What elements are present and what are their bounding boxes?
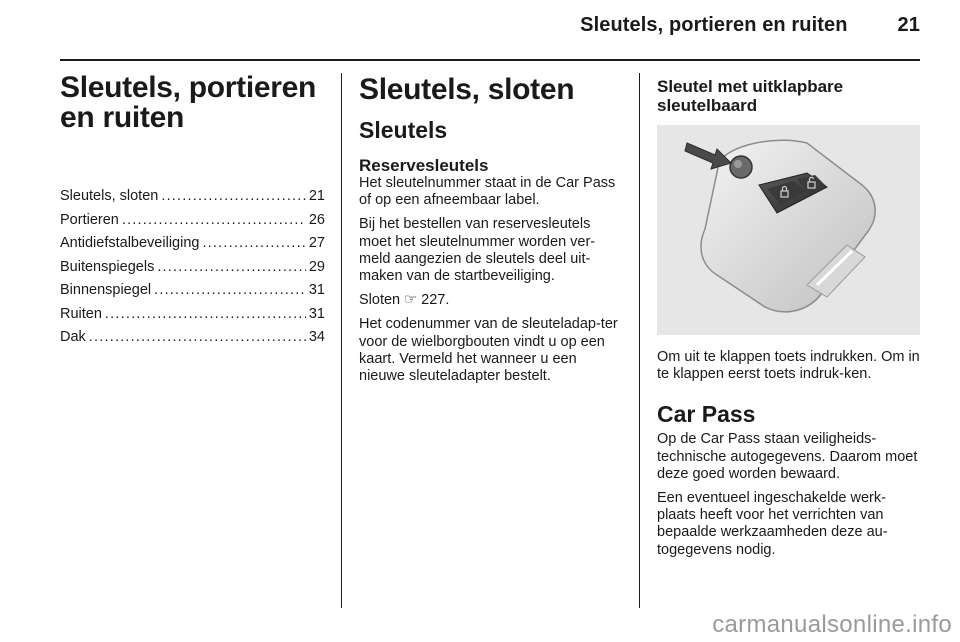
paragraph: Bij het bestellen van reservesleutels moet het sleutelnummer worden ver-meld aangezien de sleutels deel uit-maken van de startbeveiliging. <box>359 216 596 285</box>
toc-entry[interactable] <box>60 185 325 209</box>
toc-entry[interactable] <box>60 303 325 327</box>
page-number: 21 <box>897 14 920 36</box>
toc-entry-label: Buitenspiegels <box>60 258 155 275</box>
toc-entry[interactable] <box>60 232 325 256</box>
toc-entry-page: 31 <box>308 305 325 322</box>
toc-entry-page: 21 <box>308 188 325 204</box>
table-of-contents <box>60 185 325 350</box>
spare-keys-title: Reservesleutels <box>359 156 489 175</box>
column-divider-1 <box>341 73 342 608</box>
toc-entry-label: Portieren <box>60 211 119 228</box>
toc-leader <box>105 303 306 327</box>
toc-entry-page: 26 <box>308 211 325 228</box>
toc-entry[interactable] <box>60 209 325 233</box>
toc-entry-label: Ruiten <box>60 305 102 322</box>
folding-key-icon <box>657 125 920 335</box>
toc-entry-label: Antidiefstalbeveiliging <box>60 235 200 251</box>
cross-reference[interactable]: Sloten ☞ 227. <box>359 292 450 309</box>
toc-entry[interactable] <box>60 279 325 303</box>
car-pass-title: Car Pass <box>657 401 756 428</box>
running-header <box>580 14 920 37</box>
running-header-title: Sleutels, portieren en ruiten <box>580 14 848 36</box>
release-button <box>730 156 752 178</box>
toc-entry-label: Sleutels, sloten <box>60 188 159 204</box>
watermark: carmanualsonline.info <box>712 611 952 638</box>
paragraph: Een eventueel ingeschakelde werk-plaats heeft voor het verrichten van bepaalde werkzaamheden deze au-togegevens nodig. <box>657 490 888 558</box>
toc-entry-page: 34 <box>308 329 325 345</box>
paragraph: Het codenummer van de sleuteladap-ter voor de wielborgbouten vindt u op een kaart. Vermeld het wanneer u een nieuwe sleuteladapter bestelt. <box>359 316 618 385</box>
toc-leader <box>202 232 305 256</box>
toc-entry-page: 29 <box>308 258 325 275</box>
chapter-title: Sleutels, portieren en ruiten <box>60 71 317 134</box>
paragraph: Om uit te klappen toets indrukken. Om in te klappen eerst toets indruk-ken. <box>657 349 920 383</box>
toc-leader <box>122 209 306 233</box>
chapter-column <box>60 73 325 350</box>
column-divider-2 <box>639 73 640 608</box>
subsection-title: Sleutels <box>359 117 448 143</box>
folding-key-title: Sleutel met uitklapbare sleutelbaard <box>657 77 844 115</box>
toc-leader <box>154 279 306 303</box>
folding-key-text <box>657 349 922 383</box>
toc-entry-label: Dak <box>60 329 86 345</box>
paragraph: Het sleutelnummer staat in de Car Pass of op een afneembaar label. <box>359 175 616 209</box>
release-button-highlight <box>734 160 742 168</box>
toc-entry-page: 27 <box>308 235 325 251</box>
folding-key-figure <box>657 125 920 335</box>
arrow-icon <box>685 143 731 169</box>
toc-entry-page: 31 <box>308 282 325 298</box>
toc-leader <box>157 256 306 280</box>
toc-entry-label: Binnenspiegel <box>60 282 152 298</box>
toc-leader <box>161 185 306 209</box>
header-rule <box>60 59 920 61</box>
key-body <box>701 140 875 312</box>
toc-entry[interactable] <box>60 326 325 350</box>
paragraph: Op de Car Pass staan veiligheids-technische autogegevens. Daarom moet deze goed worden bewaard. <box>657 431 918 482</box>
keys-locks-column <box>359 73 624 392</box>
toc-leader <box>89 326 306 350</box>
folding-key-column <box>657 73 922 566</box>
section-title: Sleutels, sloten <box>359 73 575 106</box>
toc-entry[interactable] <box>60 256 325 280</box>
